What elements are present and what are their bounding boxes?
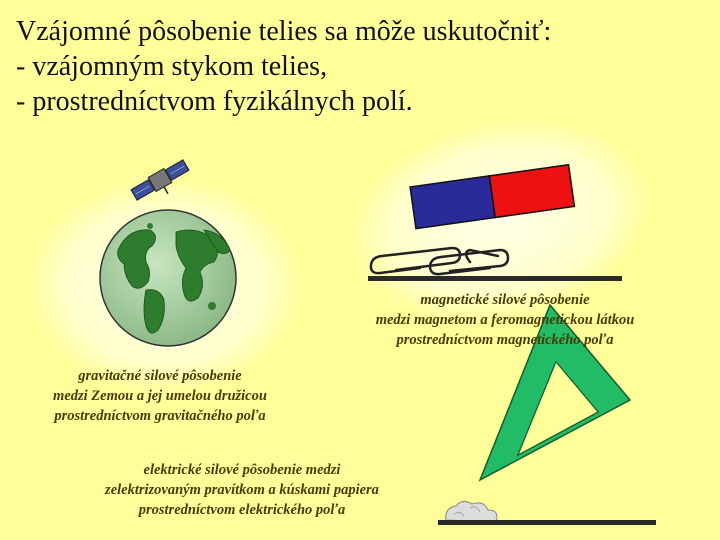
caption-electric-line-2: zelektrizovaným pravítkom a kúskami papiera: [105, 482, 379, 498]
caption-electric-line-1: elektrické silové pôsobenie medzi: [143, 462, 341, 478]
paper-scraps-icon: [446, 501, 497, 522]
title-line-1: Vzájomné pôsobenie telies sa môže uskutočniť:: [16, 16, 552, 47]
slide-title: [16, 14, 706, 119]
caption-magnetic: [330, 290, 680, 350]
caption-magnetic-line-2: medzi magnetom a feromagnetickou látkou: [375, 312, 635, 328]
paper-table-line: [438, 520, 656, 525]
title-line-3: - prostredníctvom fyzikálnych polí.: [16, 86, 413, 117]
caption-magnetic-line-1: magnetické silové pôsobenie: [420, 292, 590, 308]
earth-globe-icon: [100, 210, 236, 346]
caption-gravitational: [20, 366, 300, 426]
caption-gravitational-line-2: medzi Zemou a jej umelou družicou: [53, 388, 267, 404]
caption-electric-line-3: prostredníctvom elektrického poľa: [138, 502, 346, 518]
caption-magnetic-line-3: prostredníctvom magnetického poľa: [396, 332, 614, 348]
caption-gravitational-line-3: prostredníctvom gravitačného poľa: [54, 408, 266, 424]
magnet-table-line: [368, 276, 622, 281]
title-line-2: - vzájomným stykom telies,: [16, 51, 328, 82]
caption-electric: [62, 460, 422, 520]
caption-gravitational-line-1: gravitačné silové pôsobenie: [78, 368, 242, 384]
